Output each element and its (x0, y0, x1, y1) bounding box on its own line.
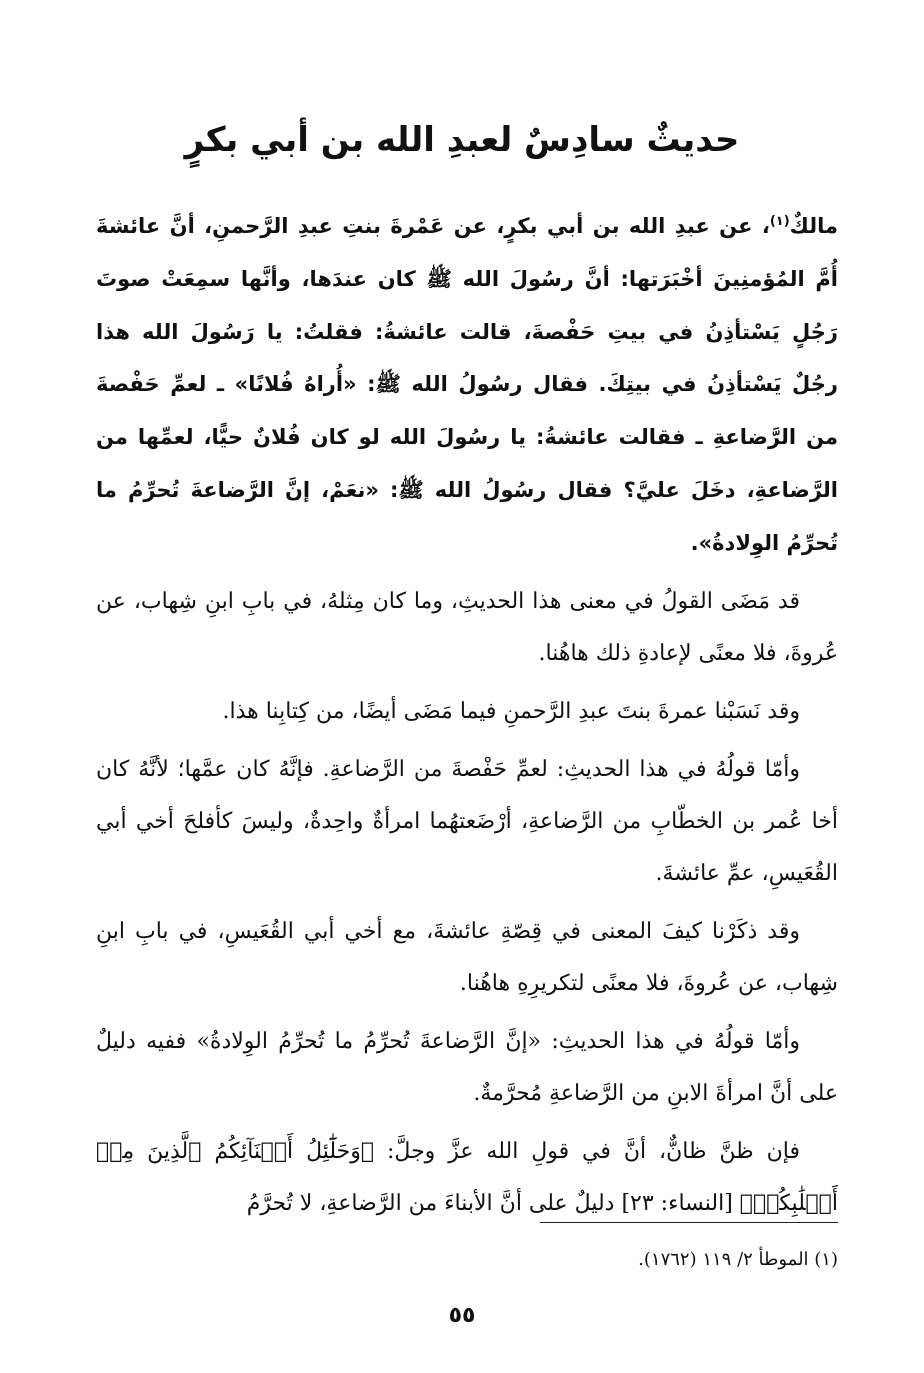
page-number: ٥٥ (448, 1303, 476, 1328)
commentary-paragraph: وأمّا قولُهُ في هذا الحديثِ: «إنَّ الرَّضاعةَ تُحرِّمُ ما تُحرِّمُ الوِلادةُ» ففيه دليلٌ على أنَّ امرأةَ الابنِ من الرَّضاعةِ مُحرَّمةٌ. (96, 1028, 838, 1106)
commentary-paragraph: وقد نَسَبْنا عمرةَ بنتَ عبدِ الرَّحمنِ فيما مَضَى أيضًا، من كِتابِنا هذا. (222, 698, 800, 724)
page-title: حديثٌ سادِسٌ لعبدِ الله بن أبي بكرٍ (184, 120, 740, 160)
footnote-divider (540, 1222, 838, 1223)
hadith-narrator: مالكٌ (789, 214, 838, 238)
hadith-text: ، عن عبدِ الله بن أبي بكرٍ، عن عَمْرةَ بنتِ عبدِ الرَّحمنِ، أنَّ عائشةَ أُمَّ المُؤمنِينَ أخْبَرَتها: أنَّ رسُولَ الله ﷺ كان عندَها، وأنَّها سمِعَتْ صوتَ رَجُلٍ يَسْتأذِنُ في بيتِ حَفْصةَ، قالت عائشةُ: فقلتُ: يا رَسُولَ الله هذا رجُلٌ يَسْتأذِنُ في بيتِكَ. فقال رسُولُ الله ﷺ: «أُراهُ فُلانًا» ـ لعمِّ حَفْصةَ من الرَّضاعةِ ـ فقالت عائشةُ: يا رسُولَ الله لو كان فُلانٌ حيًّا، لعمِّها من الرَّضاعةِ، دخَلَ عليَّ؟ فقال رسُولُ الله ﷺ: «نعَمْ، إنَّ الرَّضاعةَ تُحرِّمُ ما تُحرِّمُ الوِلادةُ». (96, 214, 838, 555)
commentary-paragraph: وأمّا قولُهُ في هذا الحديثِ: لعمِّ حَفْصةَ من الرَّضاعةِ. فإنَّهُ كان عمَّها؛ لأنَّهُ كان أخا عُمر بن الخطّابِ من الرَّضاعةِ، أرْضَعتهُما امرأةٌ واحِدةٌ، وليسَ كأفلحَ أخي أبي القُعَيسِ، عمِّ عائشةَ. (96, 756, 838, 886)
footnote: (١) الموطأ ٢/ ١١٩ (١٧٦٢). (638, 1249, 838, 1270)
commentary-paragraph: فإن ظنَّ ظانٌّ، أنَّ في قولِ الله عزَّ وجلَّ: ﴿وَحَلَٰٓئِلُ أَبۡنَآئِكُمُ ٱلَّذِينَ مِنۡ أَصۡلَٰبِكُمۡ﴾ [النساء: ٢٣] دليلٌ على أنَّ الأبناءَ من الرَّضاعةِ، لا تُحرَّمُ (96, 1138, 838, 1216)
footnote-reference[interactable]: (١) (769, 214, 790, 229)
commentary-paragraph: وقد ذكَرْنا كيفَ المعنى في قِصّةِ عائشةَ، مع أخي أبي القُعَيسِ، في بابِ ابنِ شِهاب، عن عُروةَ، فلا معنًى لتكريرِهِ هاهُنا. (96, 918, 838, 996)
commentary-paragraph: قد مَضَى القولُ في معنى هذا الحديثِ، وما كان مِثلهُ، في بابِ ابنِ شِهاب، عن عُروةَ، فلا معنًى لإعادةِ ذلك هاهُنا. (96, 588, 838, 666)
hadith-paragraph (96, 200, 838, 570)
body-text (96, 200, 838, 1230)
